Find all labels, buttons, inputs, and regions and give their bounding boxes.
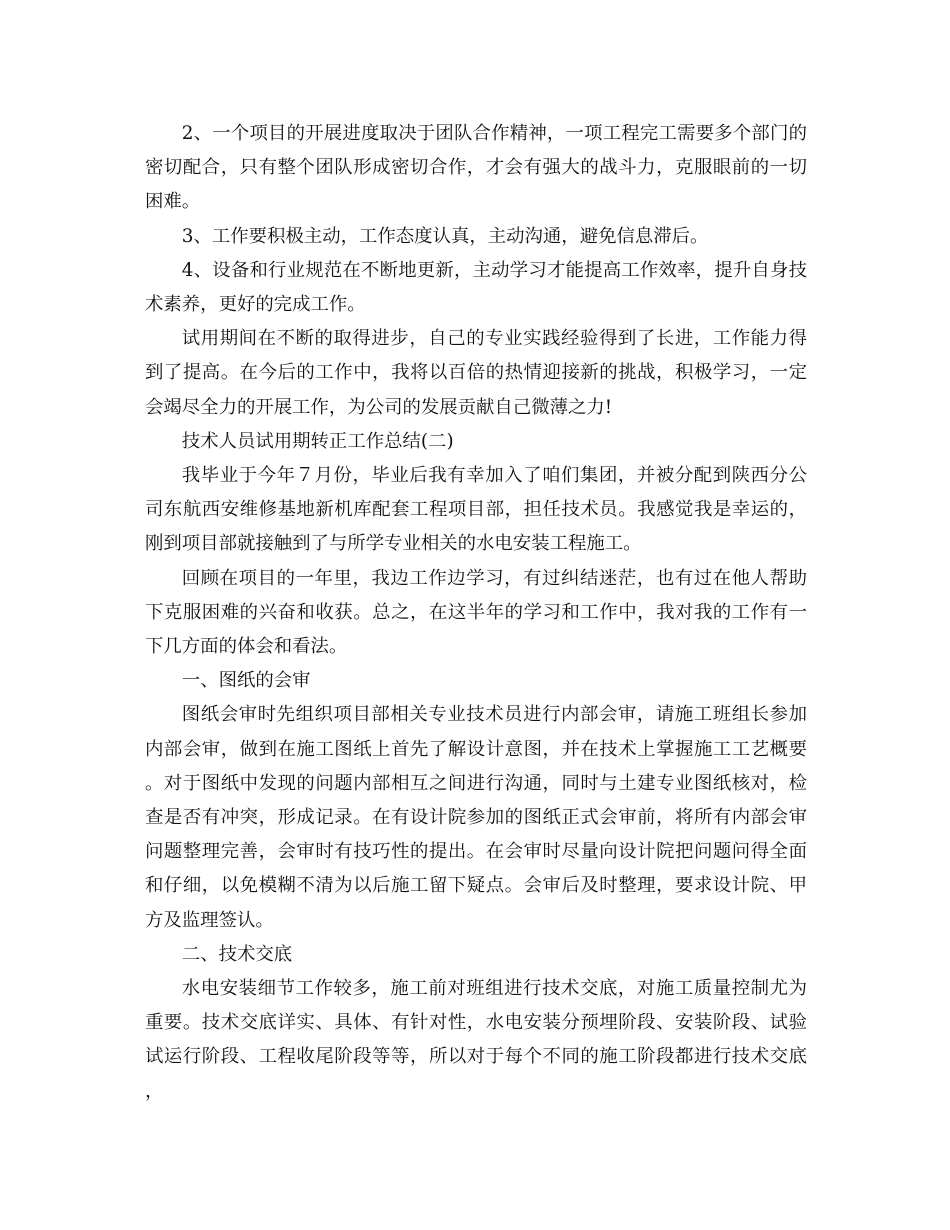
paragraph-teamwork: 2、一个项目的开展进度取决于团队合作精神，一项工程完工需要多个部门的密切配合，只有整个团队形成密切合作，才会有强大的战斗力，克服眼前的一切困难。 bbox=[145, 123, 807, 213]
paragraph-graduation: 我毕业于今年７月份，毕业后我有幸加入了咱们集团，并被分配到陕西分公司东航西安维修基地新机库配套工程项目部，担任技术员。我感觉我是幸运的，刚到项目部就接触到了与所学专业相关的水电安装工程施工。 bbox=[145, 465, 807, 555]
heading-technical-briefing: 二、技术交底 bbox=[181, 943, 293, 965]
paragraph-probation-summary: 试用期间在不断的取得进步，自己的专业实践经验得到了长进，工作能力得到了提高。在今后的工作中，我将以百倍的热情迎接新的挑战，积极学习，一定会竭尽全力的开展工作，为公司的发展贡献自己微薄之力! bbox=[145, 328, 807, 418]
paragraph-learning: 4、设备和行业规范在不断地更新，主动学习才能提高工作效率，提升自身技术素养，更好的完成工作。 bbox=[145, 259, 807, 316]
paragraph-review: 回顾在项目的一年里，我边工作边学习，有过纠结迷茫，也有过在他人帮助下克服困难的兴奋和收获。总之，在这半年的学习和工作中，我对我的工作有一下几方面的体会和看法。 bbox=[145, 567, 807, 658]
section-title-summary-two: 技术人员试用期转正工作总结(二) bbox=[181, 430, 454, 452]
paragraph-proactive: 3、工作要积极主动，工作态度认真，主动沟通，避免信息滞后。 bbox=[181, 225, 709, 247]
paragraph-technical-briefing: 水电安装细节工作较多，施工前对班组进行技术交底，对施工质量控制尤为重要。技术交底详实、具体、有针对性，水电安装分预埋阶段、安装阶段、试验试运行阶段、工程收尾阶段等等，所以对于每个不同的施工阶段都进行技术交底， bbox=[145, 978, 807, 1102]
paragraph-drawing-review: 图纸会审时先组织项目部相关专业技术员进行内部会审，请施工班组长参加内部会审，做到在施工图纸上首先了解设计意图，并在技术上掌握施工工艺概要。对于图纸中发现的问题内部相互之间进行沟通，同时与土建专业图纸核对，检查是否有冲突，形成记录。在有设计院参加的图纸正式会审前，将所有内部会审问题整理完善，会审时有技巧性的提出。在会审时尽量向设计院把问题问得全面和仔细，以免模糊不清为以后施工留下疑点。会审后及时整理，要求设计院、甲方及监理签认。 bbox=[145, 704, 807, 931]
document-body bbox=[145, 117, 807, 1109]
heading-drawing-review: 一、图纸的会审 bbox=[181, 670, 311, 692]
